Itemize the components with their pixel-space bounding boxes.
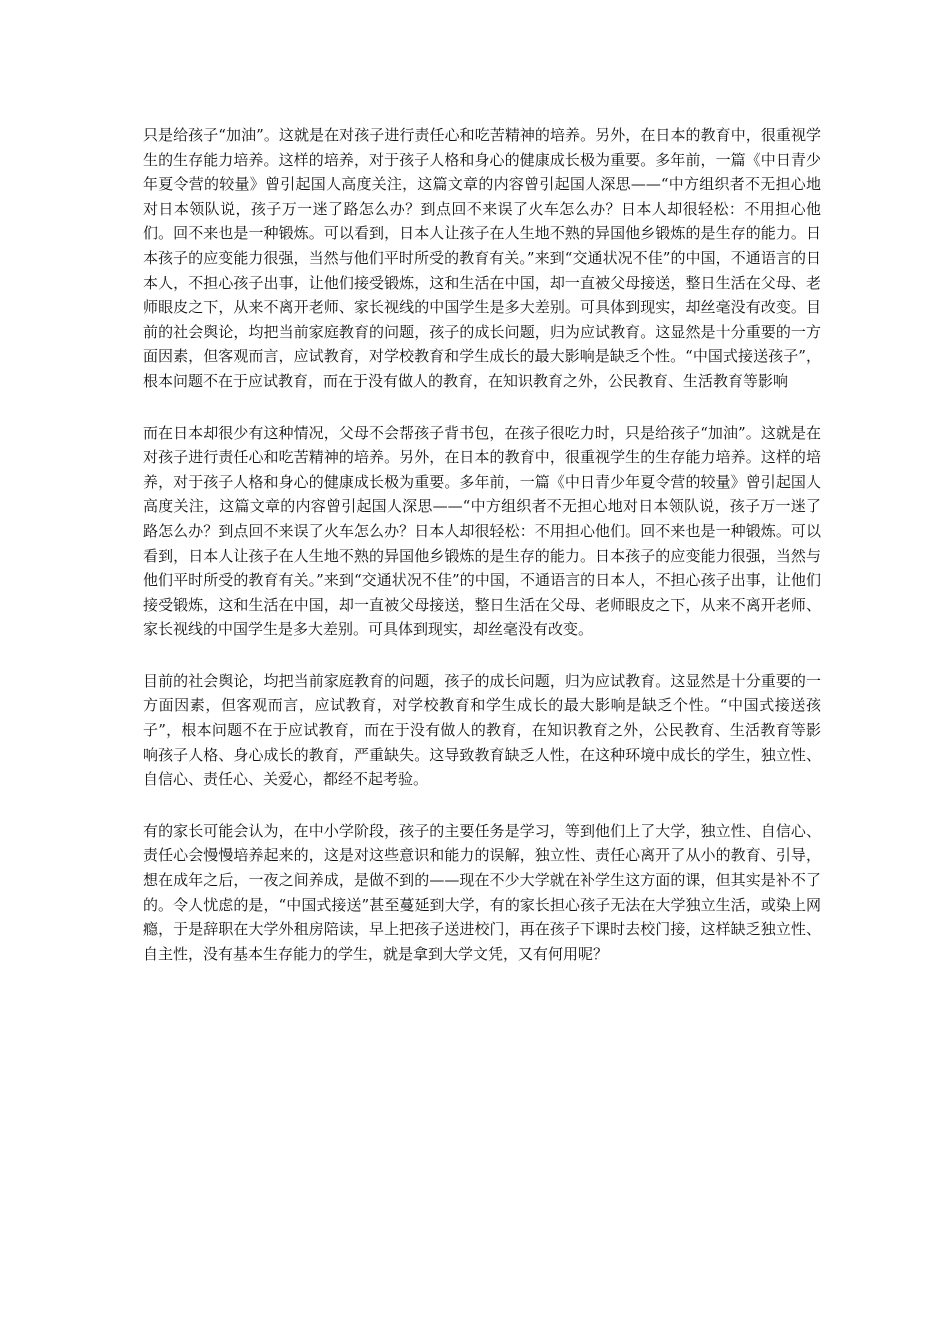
document-page	[143, 123, 821, 966]
paragraph: 只是给孩子“加油”。这就是在对孩子进行责任心和吃苦精神的培养。另外，在日本的教育中，很重视学生的生存能力培养。这样的培养，对于孩子人格和身心的健康成长极为重要。多年前，一篇《中日青少年夏令营的较量》曾引起国人高度关注，这篇文章的内容曾引起国人深思——“中方组织者不无担心地对日本领队说，孩子万一迷了路怎么办？到点回不来误了火车怎么办？日本人却很轻松：不用担心他们。回不来也是一种锻炼。可以看到，日本人让孩子在人生地不熟的异国他乡锻炼的是生存的能力。日本孩子的应变能力很强，当然与他们平时所受的教育有关。”来到“交通状况不佳”的中国，不通语言的日本人，不担心孩子出事，让他们接受锻炼，这和生活在中国，却一直被父母接送，整日生活在父母、老师眼皮之下，从来不离开老师、家长视线的中国学生是多大差别。可具体到现实，却丝毫没有改变。目前的社会舆论，均把当前家庭教育的问题，孩子的成长问题，归为应试教育。这显然是十分重要的一方面因素，但客观而言，应试教育，对学校教育和学生成长的最大影响是缺乏个性。“中国式接送孩子”，根本问题不在于应试教育，而在于没有做人的教育，在知识教育之外，公民教育、生活教育等影响	[143, 126, 821, 390]
paragraph: 有的家长可能会认为，在中小学阶段，孩子的主要任务是学习，等到他们上了大学，独立性、自信心、责任心会慢慢培养起来的，这是对这些意识和能力的误解，独立性、责任心离开了从小的教育、引导，想在成年之后，一夜之间养成，是做不到的——现在不少大学就在补学生这方面的课，但其实是补不了的。令人忧虑的是，“中国式接送”甚至蔓延到大学，有的家长担心孩子无法在大学独立生活，或染上网瘾，于是辞职在大学外租房陪读，早上把孩子送进校门，再在孩子下课时去校门接，这样缺乏独立性、自主性，没有基本生存能力的学生，就是拿到大学文凭，又有何用呢？	[143, 821, 821, 963]
paragraph: 而在日本却很少有这种情况，父母不会帮孩子背书包，在孩子很吃力时，只是给孩子“加油”。这就是在对孩子进行责任心和吃苦精神的培养。另外，在日本的教育中，很重视学生的生存能力培养。这样的培养，对于孩子人格和身心的健康成长极为重要。多年前，一篇《中日青少年夏令营的较量》曾引起国人高度关注，这篇文章的内容曾引起国人深思——“中方组织者不无担心地对日本领队说，孩子万一迷了路怎么办？到点回不来误了火车怎么办？日本人却很轻松：不用担心他们。回不来也是一种锻炼。可以看到，日本人让孩子在人生地不熟的异国他乡锻炼的是生存的能力。日本孩子的应变能力很强，当然与他们平时所受的教育有关。”来到“交通状况不佳”的中国，不通语言的日本人，不担心孩子出事，让他们接受锻炼，这和生活在中国，却一直被父母接送，整日生活在父母、老师眼皮之下，从来不离开老师、家长视线的中国学生是多大差别。可具体到现实，却丝毫没有改变。	[143, 423, 821, 639]
paragraph: 目前的社会舆论，均把当前家庭教育的问题，孩子的成长问题，归为应试教育。这显然是十分重要的一方面因素，但客观而言，应试教育，对学校教育和学生成长的最大影响是缺乏个性。“中国式接送孩子”，根本问题不在于应试教育，而在于没有做人的教育，在知识教育之外，公民教育、生活教育等影响孩子人格、身心成长的教育，严重缺失。这导致教育缺乏人性，在这种环境中成长的学生，独立性、自信心、责任心、关爱心，都经不起考验。	[143, 671, 821, 789]
